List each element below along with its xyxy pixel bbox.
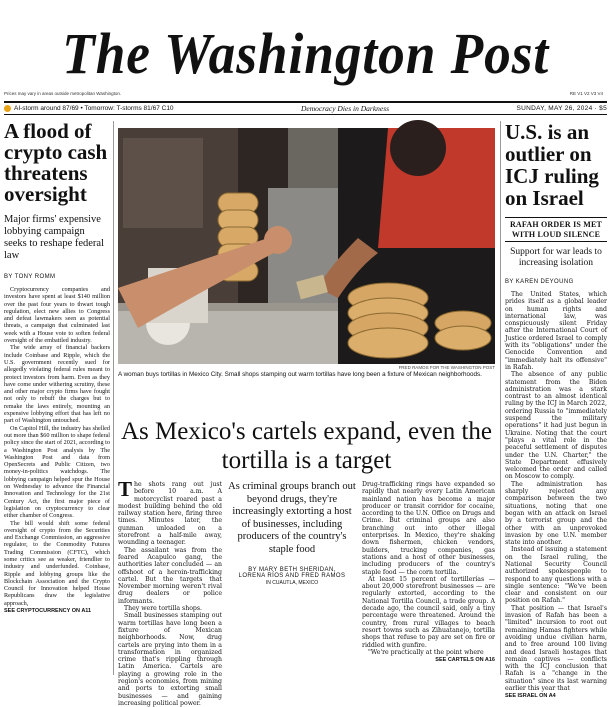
main-story-deck-column <box>228 481 356 586</box>
left-headline[interactable]: A flood of crypto cash threatens oversight <box>4 119 108 206</box>
right-paragraph: Instead of issuing a statement on the Israel ruling, the National Security Council authorized spokespeople to respond to any questions with a single sentence: "We've been clear and consistent on our position on Rafah." <box>505 546 607 605</box>
left-story <box>4 121 110 614</box>
column-rule <box>113 121 114 675</box>
main-story-column <box>118 477 222 707</box>
right-paragraph: That position — that Israel's invasion of Rafah has been a "limited" incursion to root out remaining Hamas fighters while avoiding undue civilian harm, and to free around 100 living and dead Israeli hostages that remain captives — conflicts with the ICJ conclusion that Rafah is a "change in the situation" since its last warning earlier this year that <box>505 604 607 693</box>
main-byline-line: BY MARY BETH SHERIDAN, <box>248 567 336 573</box>
right-body <box>505 291 607 692</box>
lead-photo[interactable] <box>118 128 495 364</box>
right-paragraph: The administration has sharply rejected any comparison between the two situations, noting that one began with an attack on Israel by a terrorist group and the other with an unprovoked invasion by one U.N. member state into another. <box>505 480 607 547</box>
weather-text: AI-storm around 87/69 • Tomorrow: T-storms 81/67 C10 <box>14 105 174 112</box>
right-paragraph: The absence of any public statement from the Biden administration was a stark contrast to an almost identical ruling by the ICJ in March 2022, ordering Russia to "immediately suspend the military operations" it had just begun in Ukraine. Noting that the court "plays a vital role in the peaceful settlement of disputes under the U.N. Charter," the State Department effusively welcomed the order and called on Moscow to comply. <box>505 371 608 481</box>
masthead-title[interactable]: The Washington Post <box>62 21 549 86</box>
right-deck: Support for war leads to increasing isolation <box>510 247 602 268</box>
column-rule <box>500 121 501 675</box>
left-deck: Major firms' expensive lobbying campaign seeks to reshape federal law <box>4 214 104 261</box>
main-dateline-place: IN CUAUTLA, MEXICO <box>265 580 319 586</box>
left-jump-link[interactable]: SEE CRYPTOCURRENCY ON A11 <box>4 608 92 615</box>
right-kicker: RAFAH ORDER IS MET WITH LOUD SILENCE <box>505 217 607 242</box>
main-byline <box>228 567 356 579</box>
edition-codes: RE V1 V2 V3 V4 <box>569 91 603 96</box>
right-paragraph: The United States, which prides itself as a global leader on human rights and international law, was conspicuously silent Friday after the International Court of Justice ordered Israel to comply with its "obligations" under the Genocide Convention and "immediately halt its offensive" in Rafah. <box>505 291 607 371</box>
main-paragraph: Small businesses stamping out warm tortillas have long been a fixture of Mexican neighborhoods. Now, drug cartels are prying into them in a transformation in organized crime that's rippling through Latin America. Cartels are playing a growing role in the region's economies, from mining and ports to extorting small businesses — and gaining increasing political power. <box>118 612 222 707</box>
left-paragraph: Cryptocurrency companies and investors have spent at least $140 million over the past four years to thwart tough regulation, elect new allies to Congress and defeat lawmakers seen as potential threats, a campaign that culminated last week with a House vote to soften federal oversight of the embattled industry. <box>4 286 110 345</box>
right-byline: BY KAREN DEYOUNG <box>505 279 574 285</box>
motto: Democracy Dies in Darkness <box>300 104 390 113</box>
main-story-column <box>362 481 495 664</box>
main-paragraph: The assailant was from the feared Acapulco gang, the authorities later concluded — an offshoot of a heroin-trafficking cartel. But the targets that November morning weren't rival drug dealers or police informants. <box>118 546 222 605</box>
ear-bar <box>4 101 607 115</box>
main-paragraph <box>118 477 222 547</box>
left-paragraph: The wide array of financial backers include Coinbase and Ripple, which the U.S. government recently sued for allegedly violating federal rules meant to protect investors from harm. Even as they have come under withering scrutiny, these and other major crypto firms have fought not only to rebuff the charges but to remake the laws entirely, mounting an expensive lobbying effort that has left no part of Washington untouched. <box>4 344 110 425</box>
left-byline: BY TONY ROMM <box>4 274 56 280</box>
dateline: SUNDAY, MAY 26, 2024 · $5 <box>516 105 607 112</box>
drop-cap: T <box>118 477 133 501</box>
main-byline-line: LORENA RÍOS AND FRED RAMOS <box>238 573 346 579</box>
masthead <box>0 18 611 90</box>
main-jump-link[interactable]: SEE CARTELS ON A16 <box>435 657 495 664</box>
main-paragraph: At least 15 percent of tortillerías — about 20,000 storefront businesses — are regularly extorted, according to the National Tortilla Council, a trade group. A decade ago, the council said, only a tiny percentage were threatened. Around the country, from rural villages to beach resort towns such as Zihuatanejo, tortilla shops that refuse to pay are set on fire or riddled with gunfire. <box>362 575 495 649</box>
photo-credit: FRED RAMOS FOR THE WASHINGTON POST <box>398 365 495 370</box>
main-paragraph: They were tortilla shops. <box>124 605 203 613</box>
main-paragraph-text: he shots rang out just before 10 a.m. A motorcyclist roared past a modest building behind the old railway station here, firing three times. Minutes later, the gunman unloaded on a storefront a half-mile away, wounding a teenager. <box>118 481 222 547</box>
right-jump-link[interactable]: SEE ISRAEL ON A4 <box>505 693 556 700</box>
main-story-body <box>118 477 495 707</box>
main-paragraph: "We're practically at the point where <box>368 648 484 656</box>
left-paragraph: On Capitol Hill, the industry has shelled out more than $60 million to shape federal policy since the start of 2021, according to a Washington Post analysis by The Washington Post and data from OpenSecrets and Public Citizen, two money-in-politics watchdogs. The lobbying campaign helped spur the House on Wednesday to advance the Financial Innovation and Technology for the 21st Century Act, the first major piece of legislation on cryptocurrency to clear either chamber of Congress. <box>4 424 110 520</box>
main-headline[interactable]: As Mexico's cartels expand, even the tortilla is a target <box>120 418 493 474</box>
right-headline[interactable]: U.S. is an outlier on ICJ ruling on Israel <box>505 120 599 210</box>
main-paragraph: Drug-trafficking rings have expanded so rapidly that nearly every Latin American mainland nation has become a major producer or transit corridor for cocaine, according to the U.N. Office on Drugs and Crime. But criminal groups are also branching out into other illegal enterprises. In Mexico, they're shaking down fishermen, chicken vendors, builders, trucking companies, gas stations and a host of other businesses, including producers of the country's staple food — the corn tortilla. <box>362 481 495 576</box>
price-note: Prices may vary in areas outside metropolitan Washington. <box>4 91 122 96</box>
left-body <box>4 286 110 607</box>
left-paragraph: The bill would shift some federal oversight of crypto from the Securities and Exchange Commission, an aggressive regulator, to the Commodity Futures Trading Commission (CFTC), which some critics see as weaker, friendlier to industry and underfunded. Coinbase, Ripple and lobbying groups like the Blockchain Association and the Crypto Council for Innovation helped House Republicans draw the legislative approach, <box>4 519 110 607</box>
photo-caption: A woman buys tortillas in Mexico City. Small shops stamping out warm tortillas have long been a fixture of Mexican neighborhoods. <box>118 371 482 378</box>
weather-sun-icon <box>4 105 11 112</box>
right-story <box>505 121 607 699</box>
weather-ear <box>4 105 174 112</box>
tortilla-shop-illustration <box>118 128 495 364</box>
main-subdeck: As criminal groups branch out beyond drugs, they're increasingly extorting a host of businesses, including producers of the country's staple food <box>228 481 356 555</box>
